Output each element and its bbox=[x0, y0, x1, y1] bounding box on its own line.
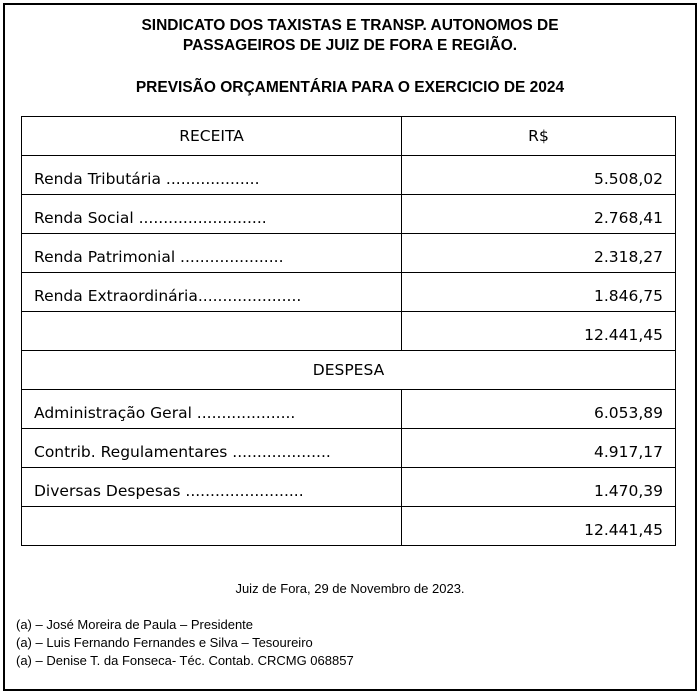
receita-value: 5.508,02 bbox=[402, 156, 676, 195]
receita-total-row bbox=[22, 312, 676, 351]
receita-label: Renda Patrimonial ..................... bbox=[22, 234, 402, 273]
receita-value: 2.768,41 bbox=[402, 195, 676, 234]
receita-value: 2.318,27 bbox=[402, 234, 676, 273]
table-row bbox=[22, 273, 676, 312]
receita-label: Renda Social .......................... bbox=[22, 195, 402, 234]
despesa-value: 1.470,39 bbox=[402, 468, 676, 507]
despesa-total: 12.441,45 bbox=[402, 507, 676, 546]
receita-label: Renda Extraordinária..................... bbox=[22, 273, 402, 312]
currency-column-header: R$ bbox=[402, 117, 676, 156]
despesa-heading-row bbox=[22, 351, 676, 390]
empty-cell bbox=[22, 507, 402, 546]
table-row bbox=[22, 156, 676, 195]
despesa-label: Contrib. Regulamentares .................... bbox=[22, 429, 402, 468]
document-subtitle: PREVISÃO ORÇAMENTÁRIA PARA O EXERCICIO DE 2024 bbox=[135, 79, 565, 96]
table-row bbox=[22, 390, 676, 429]
table-row bbox=[22, 195, 676, 234]
receita-column-header: RECEITA bbox=[22, 117, 402, 156]
despesa-value: 4.917,17 bbox=[402, 429, 676, 468]
receita-value: 1.846,75 bbox=[402, 273, 676, 312]
despesa-label: Diversas Despesas ........................ bbox=[22, 468, 402, 507]
despesa-total-row bbox=[22, 507, 676, 546]
despesa-value: 6.053,89 bbox=[402, 390, 676, 429]
signature-line-treasurer: (a) – Luis Fernando Fernandes e Silva – Tesoureiro bbox=[16, 635, 313, 650]
table-row bbox=[22, 468, 676, 507]
despesa-heading: DESPESA bbox=[22, 351, 676, 390]
despesa-label: Administração Geral .................... bbox=[22, 390, 402, 429]
budget-table bbox=[21, 116, 676, 546]
table-header-row bbox=[22, 117, 676, 156]
document-date: Juiz de Fora, 29 de Novembro de 2023. bbox=[235, 581, 465, 596]
signature-line-president: (a) – José Moreira de Paula – Presidente bbox=[16, 617, 254, 632]
union-name-line1: SINDICATO DOS TAXISTAS E TRANSP. AUTONOMOS DE bbox=[141, 17, 559, 34]
document-frame bbox=[3, 3, 697, 691]
receita-total: 12.441,45 bbox=[402, 312, 676, 351]
table-row bbox=[22, 429, 676, 468]
empty-cell bbox=[22, 312, 402, 351]
receita-label: Renda Tributária ................... bbox=[22, 156, 402, 195]
signature-line-accountant: (a) – Denise T. da Fonseca- Téc. Contab. CRCMG 068857 bbox=[16, 653, 354, 668]
table-row bbox=[22, 234, 676, 273]
union-name-line2: PASSAGEIROS DE JUIZ DE FORA E REGIÃO. bbox=[182, 37, 518, 54]
